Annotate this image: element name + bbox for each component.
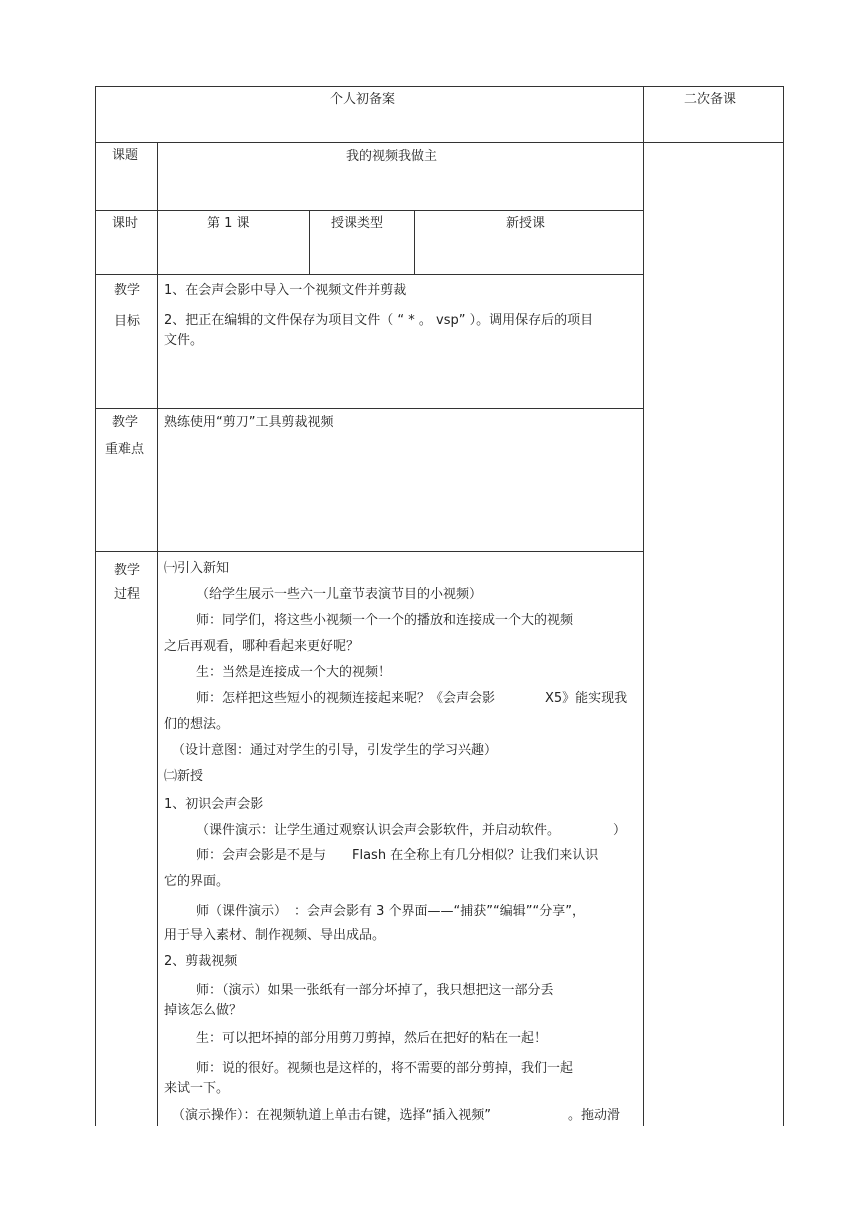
process-line: 们的想法。: [164, 717, 230, 732]
second-prep-heading: 二次备课: [684, 92, 737, 107]
table-border-left: [95, 86, 96, 1126]
process-line: 师（课件演示）: [196, 904, 288, 919]
process-line: 之后再观看，哪种看起来更好呢？: [164, 639, 360, 654]
difficulty-label-2: 重难点: [105, 442, 145, 457]
table-border-top: [95, 86, 783, 87]
period-divider-1: [309, 210, 310, 274]
process-line: ）: [613, 823, 627, 838]
row-divider-objectives: [95, 408, 643, 409]
process-line: 生：可以把坏掉的部分用剪刀剪掉，然后在把好的粘在一起！: [196, 1031, 548, 1046]
process-label-2: 过程: [114, 587, 141, 602]
row-divider-topic-left: [95, 210, 157, 211]
process-line: （给学生展示一些六一儿童节表演节目的小视频）: [196, 587, 483, 602]
personal-prep-heading: 个人初备案: [330, 92, 396, 107]
lesson-type-value: 新授课: [506, 216, 546, 231]
period-label: 课时: [112, 216, 139, 231]
objectives-label-2: 目标: [114, 314, 141, 329]
row-divider-header: [95, 142, 783, 143]
process-line: 生：当然是连接成一个大的视频！: [196, 665, 392, 680]
process-line: 它的界面。: [164, 874, 230, 889]
period-value: 第 1 课: [207, 216, 250, 231]
process-line: 用于导入素材、制作视频、导出成品。: [164, 928, 386, 943]
process-line: Flash 在全称上有几分相似？让我们来认识: [352, 848, 599, 863]
topic-label: 课题: [112, 148, 139, 163]
objectives-label-1: 教学: [114, 283, 141, 298]
lesson-type-label: 授课类型: [331, 216, 384, 231]
difficulty-value: 熟练使用“剪刀”工具剪裁视频: [164, 415, 334, 430]
process-line: 师：（演示）如果一张纸有一部分坏掉了，我只想把这一部分丢: [196, 983, 554, 998]
process-line: 师：会声会影是不是与: [196, 848, 327, 863]
difficulty-label-1: 教学: [112, 415, 139, 430]
process-line: （演示操作）：在视频轨道上单击右键，选择“插入视频”: [172, 1108, 491, 1123]
topic-value: 我的视频我做主: [346, 149, 438, 164]
process-line: 师：同学们，将这些小视频一个一个的播放和连接成一个大的视频: [196, 613, 574, 628]
objective-item-2: 2、把正在编辑的文件保存为项目文件（ “ * 。 vsp” ）。调用保存后的项目: [164, 313, 594, 328]
row-divider-topic: [157, 210, 643, 211]
second-prep-divider: [643, 86, 644, 1126]
process-line: 。拖动滑: [568, 1108, 621, 1123]
table-border-right: [783, 86, 784, 1126]
objective-item-2-cont: 文件。: [164, 333, 204, 348]
process-line: 2、剪裁视频: [164, 954, 238, 969]
process-label-1: 教学: [114, 563, 141, 578]
row-divider-difficulty: [95, 551, 643, 552]
process-line: （设计意图：通过对学生的引导，引发学生的学习兴趣）: [172, 743, 498, 758]
process-line: （课件演示：让学生通过观察认识会声会影软件，并启动软件。: [196, 823, 561, 838]
process-line: 来试一下。: [164, 1081, 230, 1096]
process-line: 师：怎样把这些短小的视频连接起来呢？《会声会影: [196, 691, 496, 706]
process-line: ：会声会影有 3 个界面——“捕获”“编辑”“分享”，: [294, 904, 585, 919]
label-column-divider: [157, 142, 158, 1126]
process-line: ㈠引入新知: [164, 561, 230, 576]
process-line: 1、初识会声会影: [164, 797, 264, 812]
process-line: 师：说的很好。视频也是这样的，将不需要的部分剪掉，我们一起: [196, 1061, 574, 1076]
process-line: 掉该怎么做？: [164, 1003, 243, 1018]
period-divider-2: [414, 210, 415, 274]
row-divider-period: [95, 274, 643, 275]
process-line: ㈡新授: [164, 769, 204, 784]
objective-item-1: 1、在会声会影中导入一个视频文件并剪裁: [164, 283, 407, 298]
process-line: X5》能实现我: [545, 691, 628, 706]
